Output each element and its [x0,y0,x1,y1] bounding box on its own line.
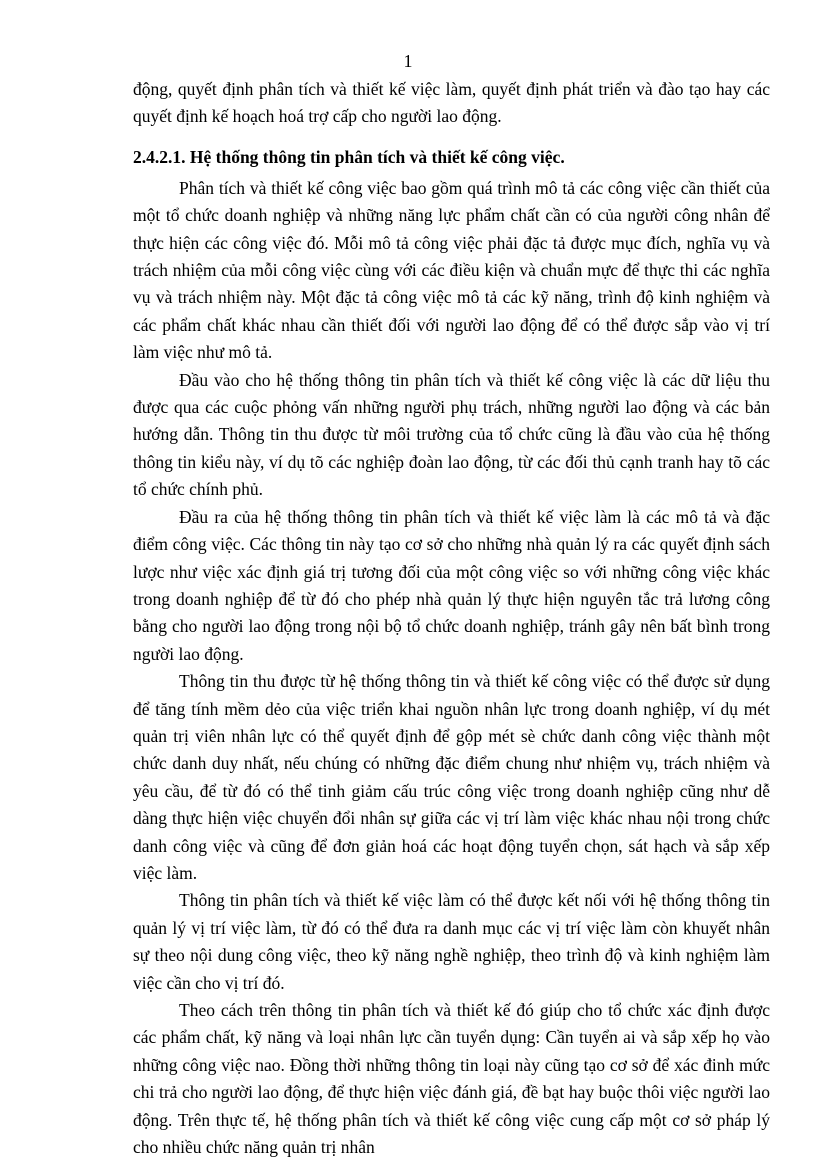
section-heading: 2.4.2.1. Hệ thống thông tin phân tích và thiết kế công việc. [133,146,565,167]
intro-continuation-paragraph: động, quyết định phân tích và thiết kế việc làm, quyết định phát triển và đào tạo hay các quyết định kế hoạch hoá trợ cấp cho người lao động. [133,79,770,127]
page-number: 1 [403,51,413,71]
body-paragraph: Đầu vào cho hệ thống thông tin phân tích và thiết kế công việc là các dữ liệu thu được qua các cuộc phỏng vấn những người phụ trách, những người lao động và các bản hướng dẫn. Thông tin thu được từ môi trường của tổ chức cũng là đầu vào của hệ thống thông tin kiểu này, ví dụ tõ các nghiệp đoàn lao động, từ các đối thủ cạnh tranh hay tõ các tổ chức chính phủ. [133,369,770,500]
body-paragraph: Thông tin phân tích và thiết kế việc làm có thể được kết nối với hệ thống thông tin quản lý vị trí việc làm, từ đó có thể đưa ra danh mục các vị trí việc làm còn khuyết nhân sự theo nội dung công việc, theo kỹ năng nghề nghiệp, theo trình độ và kinh nghiệm làm việc cần cho vị trí đó. [133,890,770,993]
body-paragraph: Thông tin thu được từ hệ thống thông tin và thiết kế công việc có thể được sử dụng để tăng tính mềm dẻo của việc triển khai nguồn nhân lực trong doanh nghiệp, ví dụ mét quản trị viên nhân lực có thể quyết định để gộp mét sè chức danh công việc thành một chức danh duy nhất, nếu chúng có những đặc điểm chung như nhiệm vụ, trách nhiệm và yêu cầu, để từ đó có thể tinh giảm cấu trúc công việc trong doanh nghiệp cũng như dễ dàng thực hiện việc chuyển đổi nhân sự giữa các vị trí làm việc khác nhau nội trong chức danh công việc và cũng để đơn giản hoá các hoạt động tuyển chọn, sát hạch và sắp xếp việc làm. [133,671,770,883]
document-body [133,76,770,1161]
body-paragraph: Phân tích và thiết kế công việc bao gồm quá trình mô tả các công việc cần thiết của một tổ chức doanh nghiệp và những năng lực phẩm chất cần có của người công nhân để thực hiện các công việc đó. Mỗi mô tả công việc phải đặc tả được mục đích, nghĩa vụ và trách nhiệm của mỗi công việc cùng với các điều kiện và chuẩn mực để thực thi các nghĩa vụ và trách nhiệm này. Một đặc tả công việc mô tả các kỹ năng, trình độ kinh nghiệm và các phẩm chất khác nhau cần thiết đối với người lao động để có thể được sắp vào vị trí làm việc như mô tả. [133,177,770,363]
body-paragraph: Đầu ra của hệ thống thông tin phân tích và thiết kế việc làm là các mô tả và đặc điểm công việc. Các thông tin này tạo cơ sở cho những nhà quản lý ra các quyết định sách lược như việc xác định giá trị tương đối của một công việc so với những công việc khác trong doanh nghiệp để từ đó cho phép nhà quản lý thực hiện nguyên tắc trả lương công bằng cho người lao động trong nội bộ tổ chức doanh nghiệp, tránh gây nên bất bình trong người lao động. [133,506,770,664]
body-paragraph: Theo cách trên thông tin phân tích và thiết kế đó giúp cho tổ chức xác định được các phẩm chất, kỹ năng và loại nhân lực cần tuyển dụng: Cần tuyển ai và sắp xếp họ vào những công việc nao. Đồng thời những thông tin loại này cũng tạo cơ sở để xác đinh mức chi trả cho người lao động, để thực hiện việc đánh giá, đề bạt hay buộc thôi việc người lao động. Trên thực tế, hệ thống phân tích và thiết kế công việc cung cấp một cơ sở pháp lý cho nhiều chức năng quản trị nhân [133,1000,770,1158]
